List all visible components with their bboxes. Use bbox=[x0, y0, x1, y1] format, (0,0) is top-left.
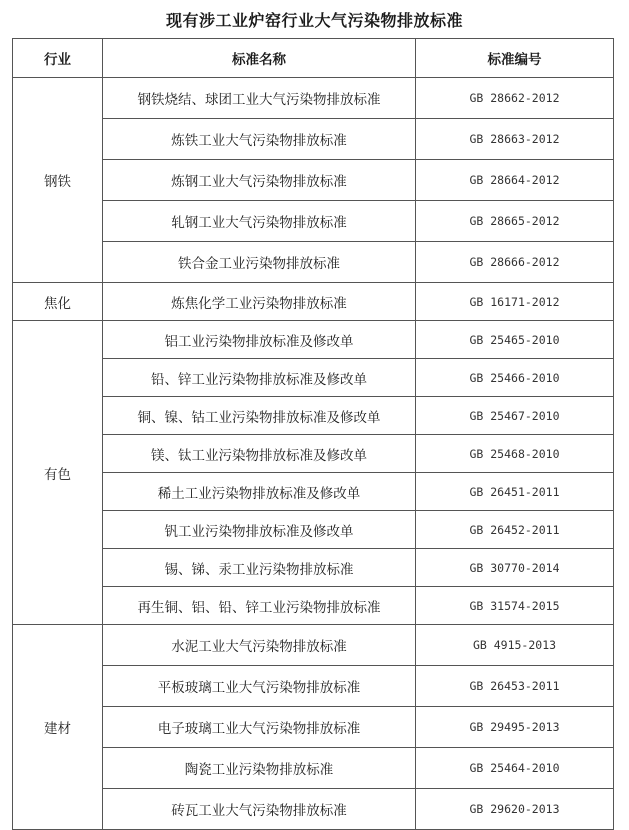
standard-code-cell: GB 4915-2013 bbox=[416, 625, 614, 666]
standard-name-cell: 铅、锌工业污染物排放标准及修改单 bbox=[103, 359, 416, 397]
standard-name-cell: 炼铁工业大气污染物排放标准 bbox=[103, 119, 416, 160]
table-row bbox=[13, 359, 614, 397]
standard-name-cell: 镁、钛工业污染物排放标准及修改单 bbox=[103, 435, 416, 473]
table-header-row bbox=[13, 39, 614, 78]
table-row bbox=[13, 707, 614, 748]
table-row bbox=[13, 549, 614, 587]
table-row bbox=[13, 625, 614, 666]
standard-code-cell: GB 30770-2014 bbox=[416, 549, 614, 587]
standard-code-cell: GB 26451-2011 bbox=[416, 473, 614, 511]
header-industry: 行业 bbox=[13, 39, 103, 78]
standard-code-cell: GB 25464-2010 bbox=[416, 748, 614, 789]
header-code: 标准编号 bbox=[416, 39, 614, 78]
standard-code-cell: GB 28662-2012 bbox=[416, 78, 614, 119]
standard-name-cell: 炼钢工业大气污染物排放标准 bbox=[103, 160, 416, 201]
standard-code-cell: GB 29620-2013 bbox=[416, 789, 614, 830]
page-title: 现有涉工业炉窑行业大气污染物排放标准 bbox=[165, 11, 463, 30]
table-row bbox=[13, 473, 614, 511]
table-row bbox=[13, 78, 614, 119]
table-row bbox=[13, 587, 614, 625]
industry-cell: 有色 bbox=[13, 321, 103, 625]
industry-cell: 焦化 bbox=[13, 283, 103, 321]
standard-name-cell: 陶瓷工业污染物排放标准 bbox=[103, 748, 416, 789]
table-row bbox=[13, 321, 614, 359]
standard-code-cell: GB 29495-2013 bbox=[416, 707, 614, 748]
standard-name-cell: 稀土工业污染物排放标准及修改单 bbox=[103, 473, 416, 511]
standard-code-cell: GB 28665-2012 bbox=[416, 201, 614, 242]
standard-code-cell: GB 16171-2012 bbox=[416, 283, 614, 321]
standard-name-cell: 水泥工业大气污染物排放标准 bbox=[103, 625, 416, 666]
standards-table bbox=[12, 38, 614, 830]
table-row bbox=[13, 160, 614, 201]
standard-code-cell: GB 25466-2010 bbox=[416, 359, 614, 397]
table-row bbox=[13, 666, 614, 707]
standard-code-cell: GB 26452-2011 bbox=[416, 511, 614, 549]
standard-name-cell: 再生铜、铝、铅、锌工业污染物排放标准 bbox=[103, 587, 416, 625]
standard-code-cell: GB 25468-2010 bbox=[416, 435, 614, 473]
table-row bbox=[13, 511, 614, 549]
standard-code-cell: GB 28666-2012 bbox=[416, 242, 614, 283]
table-row bbox=[13, 789, 614, 830]
standard-name-cell: 炼焦化学工业污染物排放标准 bbox=[103, 283, 416, 321]
standard-name-cell: 钢铁烧结、球团工业大气污染物排放标准 bbox=[103, 78, 416, 119]
standard-name-cell: 轧钢工业大气污染物排放标准 bbox=[103, 201, 416, 242]
industry-cell: 建材 bbox=[13, 625, 103, 830]
table-row bbox=[13, 119, 614, 160]
table-row bbox=[13, 748, 614, 789]
standard-name-cell: 砖瓦工业大气污染物排放标准 bbox=[103, 789, 416, 830]
standard-code-cell: GB 28664-2012 bbox=[416, 160, 614, 201]
standard-code-cell: GB 28663-2012 bbox=[416, 119, 614, 160]
standard-name-cell: 铁合金工业污染物排放标准 bbox=[103, 242, 416, 283]
industry-cell: 钢铁 bbox=[13, 78, 103, 283]
standard-name-cell: 铜、镍、钴工业污染物排放标准及修改单 bbox=[103, 397, 416, 435]
standard-name-cell: 钒工业污染物排放标准及修改单 bbox=[103, 511, 416, 549]
table-row bbox=[13, 435, 614, 473]
table-row bbox=[13, 201, 614, 242]
table-row bbox=[13, 397, 614, 435]
standard-name-cell: 平板玻璃工业大气污染物排放标准 bbox=[103, 666, 416, 707]
standard-code-cell: GB 25467-2010 bbox=[416, 397, 614, 435]
standard-name-cell: 电子玻璃工业大气污染物排放标准 bbox=[103, 707, 416, 748]
table-row bbox=[13, 283, 614, 321]
standard-code-cell: GB 31574-2015 bbox=[416, 587, 614, 625]
standard-name-cell: 铝工业污染物排放标准及修改单 bbox=[103, 321, 416, 359]
standard-code-cell: GB 25465-2010 bbox=[416, 321, 614, 359]
standard-name-cell: 锡、锑、汞工业污染物排放标准 bbox=[103, 549, 416, 587]
standard-code-cell: GB 26453-2011 bbox=[416, 666, 614, 707]
header-name: 标准名称 bbox=[103, 39, 416, 78]
table-row bbox=[13, 242, 614, 283]
